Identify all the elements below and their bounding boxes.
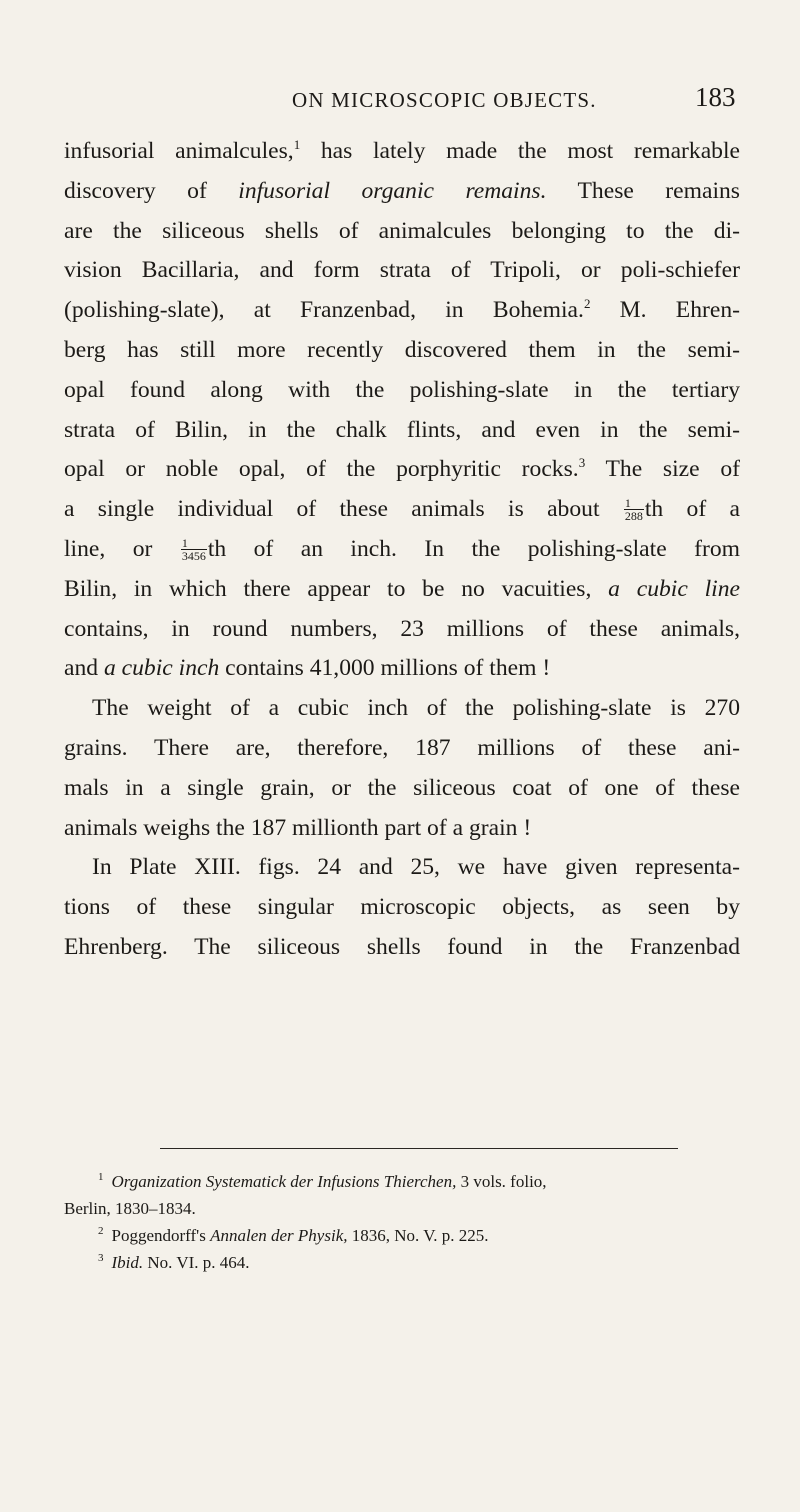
emphasis: infusorial organic remains. bbox=[238, 177, 547, 204]
text-line: tions of these singular microscopic objects, as seen by bbox=[64, 894, 740, 921]
fraction-numerator: 1 bbox=[181, 537, 207, 550]
footnotes bbox=[64, 1168, 740, 1276]
fraction-numerator: 1 bbox=[624, 497, 644, 510]
footnote: $^2$ Poggendorff's Annalen der Physik, 1836, No. V. p. 225. bbox=[98, 1225, 489, 1245]
text-line: Ehrenberg. The siliceous shells found in the Franzenbad bbox=[64, 933, 740, 960]
page-number: 183 bbox=[695, 82, 736, 112]
footnote-ref[interactable]: 3 bbox=[578, 455, 586, 471]
text-line: and a cubic inch contains 41,000 millions of them ! bbox=[64, 655, 551, 682]
footnote: $^1$ Organization Systematick der Infusions Thierchen, 3 vols. folio, bbox=[98, 1171, 547, 1191]
fraction bbox=[624, 497, 644, 522]
footnote-continuation: Berlin, 1830–1834. bbox=[64, 1199, 196, 1218]
text-line: contains, in round numbers, 23 millions of these animals, bbox=[64, 615, 740, 642]
text-line: discovery of infusorial organic remains. These remains bbox=[64, 177, 740, 204]
text-line: The weight of a cubic inch of the polishing-slate is 270 bbox=[92, 695, 740, 722]
text-line: Bilin, in which there appear to be no vacuities, a cubic line bbox=[64, 575, 740, 602]
text-line: line, or $\frac{1}{3456}$ th of an inch. In the polishing-slate from bbox=[64, 535, 740, 563]
running-title: ON MICROSCOPIC OBJECTS. bbox=[292, 88, 597, 112]
footnote-ref[interactable]: 2 bbox=[583, 296, 591, 312]
fraction bbox=[181, 537, 207, 562]
fraction-denominator: 3456 bbox=[181, 548, 206, 563]
text-line: grains. There are, therefore, 187 millions of these ani- bbox=[64, 734, 740, 761]
text-line: a single individual of these animals is about $\frac{1}{288}$ th of a bbox=[64, 496, 740, 524]
footnote-mark: 3 bbox=[98, 1252, 104, 1265]
text-line: vision Bacillaria, and form strata of Tripoli, or poli-schiefer bbox=[64, 257, 740, 284]
fraction-denominator: 288 bbox=[624, 509, 643, 524]
text-line: In Plate XIII. figs. 24 and 25, we have given representa- bbox=[92, 854, 740, 881]
running-head bbox=[0, 78, 800, 118]
text-line: (polishing-slate), at Franzenbad, in Bohemia.$^2$ M. Ehren- bbox=[64, 296, 740, 324]
text-line: mals in a single grain, or the siliceous coat of one of these bbox=[64, 774, 740, 801]
text-line: infusorial animalcules,$^1$ has lately made the most remarkable bbox=[64, 137, 741, 164]
footnote-divider bbox=[160, 1148, 678, 1149]
footnote-mark: 1 bbox=[98, 1171, 104, 1184]
emphasis: a cubic line bbox=[608, 575, 740, 602]
footnote: $^3$ Ibid. No. VI. p. 464. bbox=[98, 1252, 250, 1272]
emphasis: a cubic inch bbox=[103, 655, 220, 682]
text-line: are the siliceous shells of animalcules belonging to the di- bbox=[64, 217, 740, 244]
text-line: berg has still more recently discovered them in the semi- bbox=[64, 336, 740, 363]
text-line: opal found along with the polishing-slate in the tertiary bbox=[64, 376, 740, 403]
footnote-ref[interactable]: 1 bbox=[293, 137, 301, 153]
text-line: strata of Bilin, in the chalk flints, and even in the semi- bbox=[64, 416, 740, 443]
text-line: animals weighs the 187 millionth part of a grain ! bbox=[64, 814, 532, 841]
text-line: opal or noble opal, of the porphyritic rocks.$^3$ The size of bbox=[64, 455, 740, 483]
footnote-mark: 2 bbox=[98, 1225, 104, 1238]
body-text bbox=[64, 132, 740, 968]
